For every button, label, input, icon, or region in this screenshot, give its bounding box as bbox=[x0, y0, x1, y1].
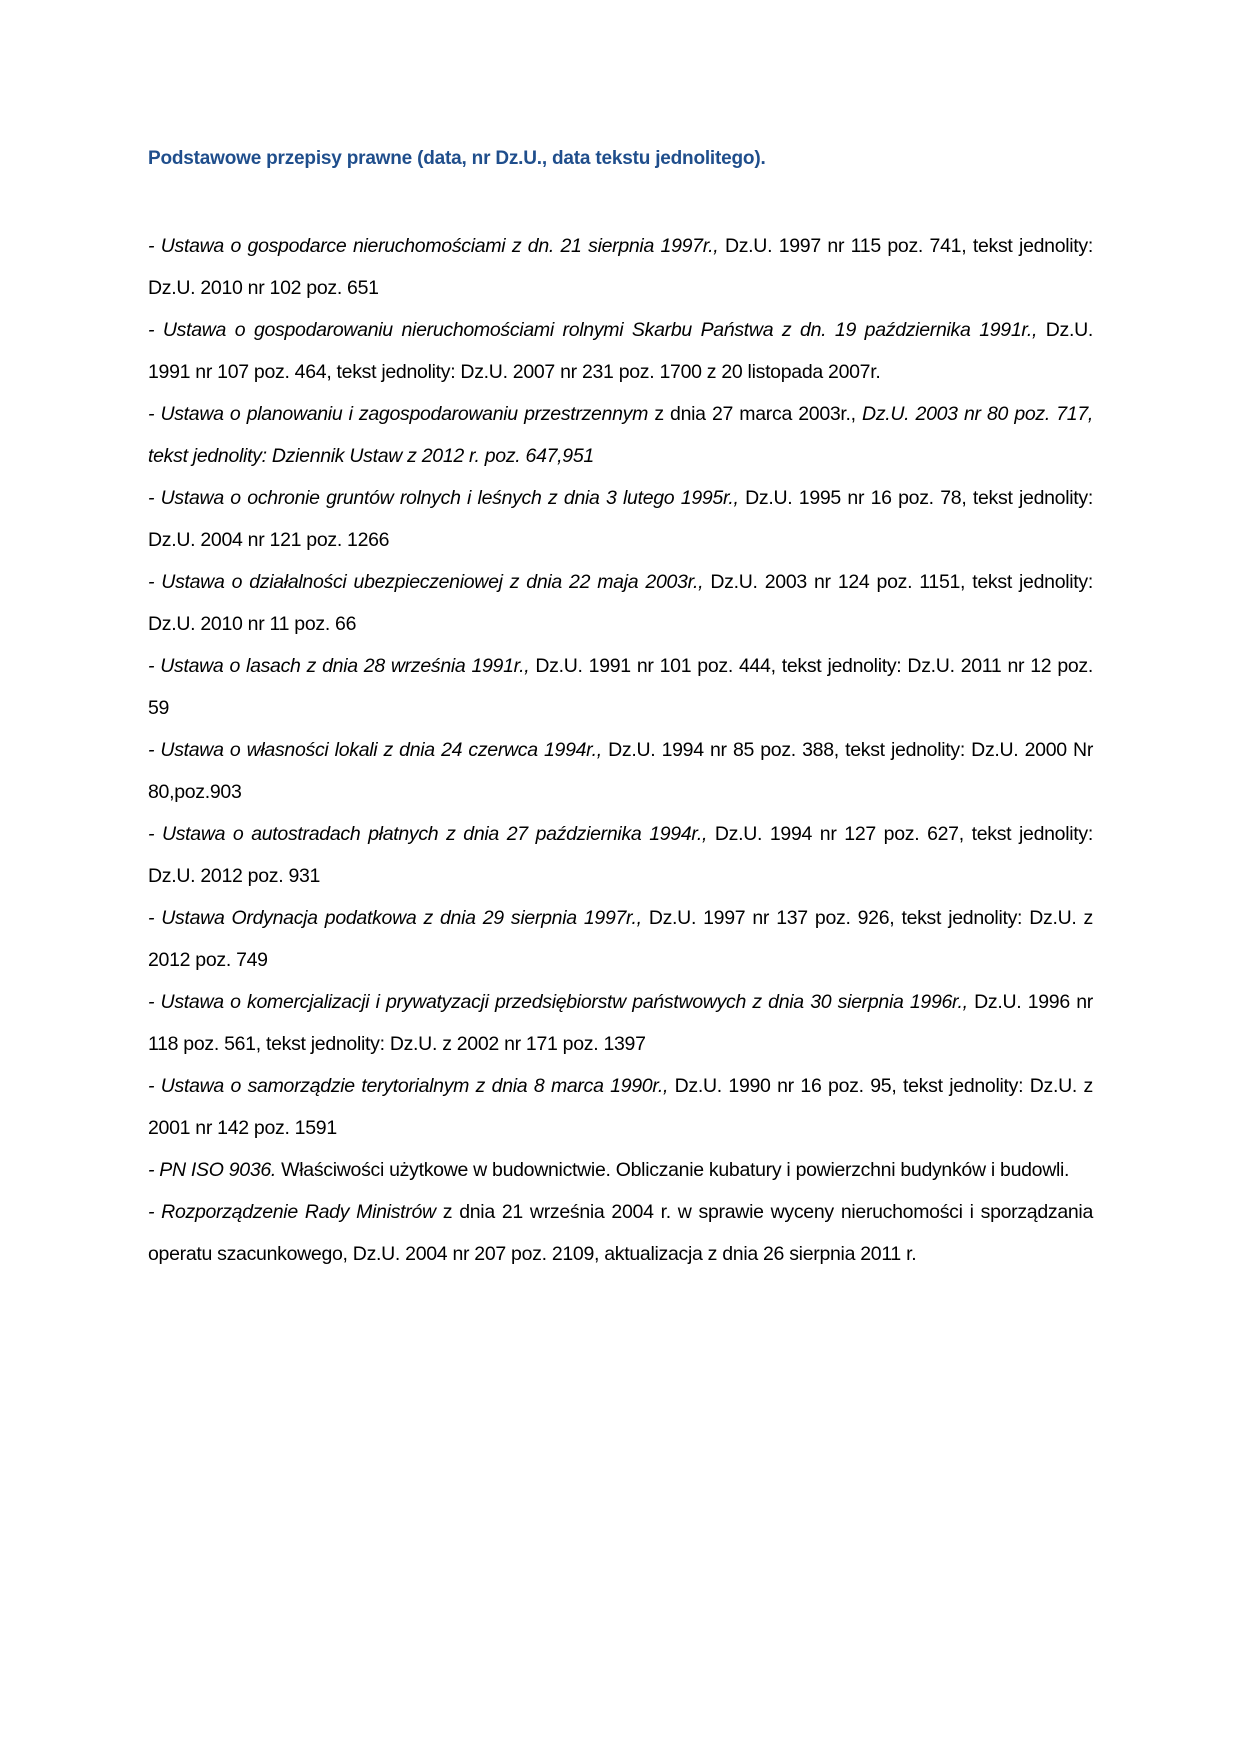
act-details: Dz.U. 1991 nr 107 poz. 464, tekst jednolity: Dz.U. 2007 nr 231 poz. 1700 z 20 listopada 2007r. bbox=[148, 319, 1093, 383]
act-title: - Ustawa o lasach z dnia 28 września 1991r., bbox=[148, 655, 530, 677]
list-item bbox=[148, 645, 1093, 729]
act-title: - Ustawa o komercjalizacji i prywatyzacji przedsiębiorstw państwowych z dnia 30 sierpnia 1996r., bbox=[148, 991, 968, 1013]
act-details: Dz.U. 1991 nr 101 poz. 444, tekst jednolity: Dz.U. 2011 nr 12 poz. 59 bbox=[148, 655, 1093, 719]
act-title: - Ustawa o ochronie gruntów rolnych i leśnych z dnia 3 lutego 1995r., bbox=[148, 487, 739, 509]
list-item bbox=[148, 1065, 1093, 1149]
act-details: Dz.U. 1994 nr 85 poz. 388, tekst jednolity: Dz.U. 2000 Nr 80,poz.903 bbox=[148, 739, 1094, 803]
act-date: z dnia 27 marca 2003r., bbox=[648, 403, 856, 425]
list-item bbox=[148, 981, 1093, 1065]
list-item bbox=[148, 225, 1093, 309]
act-title: - Ustawa o gospodarce nieruchomościami z dn. 21 sierpnia 1997r., bbox=[148, 235, 719, 257]
regulation-details: z dnia 21 września 2004 r. w sprawie wyceny nieruchomości i sporządzania operatu szacunkowego, Dz.U. 2004 nr 207 poz. 2109, aktualizacja z dnia 26 sierpnia 2011 r. bbox=[148, 1201, 1094, 1265]
legal-acts-list bbox=[148, 225, 1093, 1275]
act-title: - Ustawa o gospodarowaniu nieruchomościami rolnymi Skarbu Państwa z dn. 19 października 1991r., bbox=[148, 319, 1038, 341]
act-details: Dz.U. 2003 nr 124 poz. 1151, tekst jednolity: Dz.U. 2010 nr 11 poz. 66 bbox=[148, 571, 1093, 635]
standard-title: - PN ISO 9036. bbox=[148, 1159, 277, 1181]
act-title: - Ustawa o planowaniu i zagospodarowaniu przestrzennym bbox=[148, 403, 649, 425]
act-details: Dz.U. 2003 nr 80 poz. 717, tekst jednolity: Dziennik Ustaw z 2012 r. poz. 647,951 bbox=[148, 403, 1093, 467]
list-item bbox=[148, 561, 1093, 645]
list-item bbox=[148, 1191, 1093, 1275]
act-details: Dz.U. 1997 nr 137 poz. 926, tekst jednolity: Dz.U. z 2012 poz. 749 bbox=[148, 907, 1093, 971]
act-title: - Ustawa o działalności ubezpieczeniowej z dnia 22 maja 2003r., bbox=[148, 571, 704, 593]
standard-details: Właściwości użytkowe w budownictwie. Obliczanie kubatury i powierzchni budynków i budowli. bbox=[276, 1159, 1070, 1181]
list-item bbox=[148, 477, 1093, 561]
act-details: Dz.U. 1994 nr 127 poz. 627, tekst jednolity: Dz.U. 2012 poz. 931 bbox=[148, 823, 1093, 887]
list-item bbox=[148, 813, 1093, 897]
list-item bbox=[148, 729, 1093, 813]
act-title: - Ustawa Ordynacja podatkowa z dnia 29 sierpnia 1997r., bbox=[148, 907, 642, 929]
document-heading: Podstawowe przepisy prawne (data, nr Dz.U., data tekstu jednolitego). bbox=[148, 148, 766, 169]
act-details: Dz.U. 1990 nr 16 poz. 95, tekst jednolity: Dz.U. z 2001 nr 142 poz. 1591 bbox=[148, 1075, 1093, 1139]
regulation-title: - Rozporządzenie Rady Ministrów bbox=[148, 1201, 436, 1223]
list-item bbox=[148, 309, 1093, 393]
list-item bbox=[148, 1149, 1093, 1191]
list-item bbox=[148, 897, 1093, 981]
act-details: Dz.U. 1997 nr 115 poz. 741, tekst jednolity: Dz.U. 2010 nr 102 poz. 651 bbox=[148, 235, 1093, 299]
act-title: - Ustawa o autostradach płatnych z dnia 27 października 1994r., bbox=[148, 823, 708, 845]
act-details: Dz.U. 1995 nr 16 poz. 78, tekst jednolity: Dz.U. 2004 nr 121 poz. 1266 bbox=[148, 487, 1093, 551]
act-details: Dz.U. 1996 nr 118 poz. 561, tekst jednolity: Dz.U. z 2002 nr 171 poz. 1397 bbox=[148, 991, 1093, 1055]
list-item bbox=[148, 393, 1093, 477]
act-title: - Ustawa o własności lokali z dnia 24 czerwca 1994r., bbox=[148, 739, 602, 761]
act-title: - Ustawa o samorządzie terytorialnym z dnia 8 marca 1990r., bbox=[148, 1075, 669, 1097]
